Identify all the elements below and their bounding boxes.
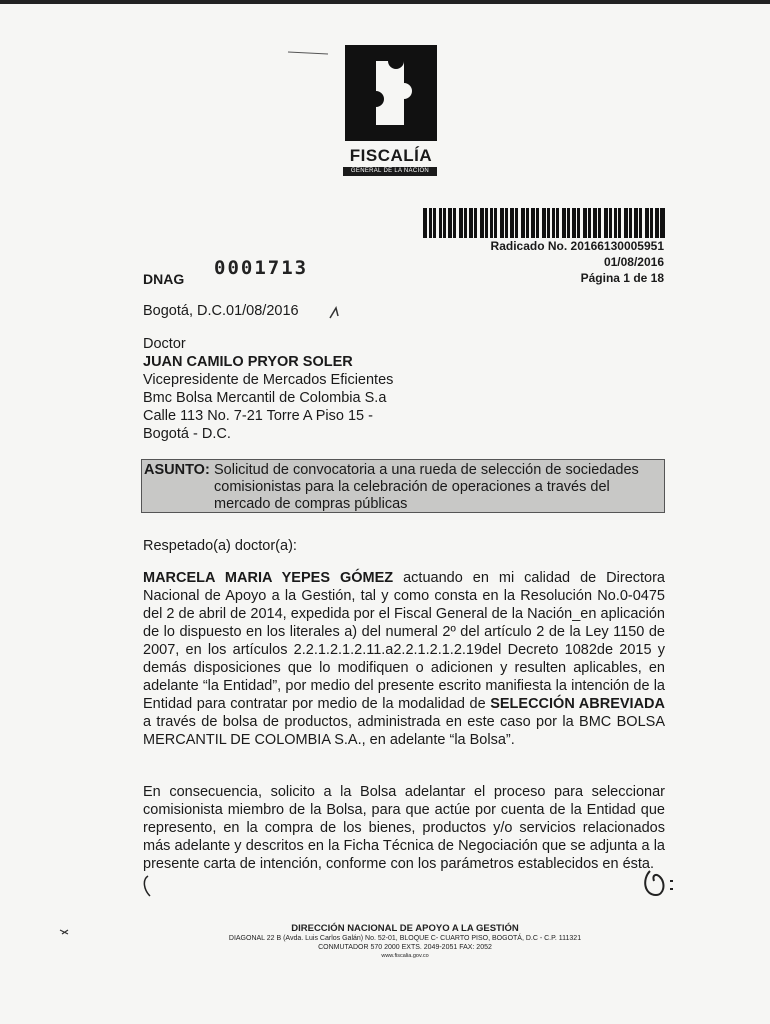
subject-text: Solicitud de convocatoria a una rueda de selección de sociedades comisionistas para la celebración de operaciones a través del mercado de compras públicas	[214, 462, 639, 512]
page-info: Página 1 de 18	[580, 271, 664, 285]
paragraph-1	[143, 569, 665, 749]
logo-subtitle: GENERAL DE LA NACIÓN	[343, 167, 437, 176]
subject-label: ASUNTO:	[144, 462, 210, 478]
recipient-title: Doctor	[143, 336, 186, 352]
sender-name: MARCELA MARIA YEPES GÓMEZ	[143, 570, 394, 586]
footer-title: DIRECCIÓN NACIONAL DE APOYO A LA GESTIÓN	[291, 923, 519, 934]
barcode	[423, 208, 665, 238]
puzzle-piece-icon	[356, 53, 426, 133]
footer-website: www.fiscalia.gov.co	[381, 953, 429, 959]
recipient-position: Vicepresidente de Mercados Eficientes	[143, 372, 394, 388]
modality-name: SELECCIÓN ABREVIADA	[490, 696, 665, 712]
date-line: Bogotá, D.C.01/08/2016	[143, 303, 299, 319]
handwritten-page-mark	[640, 865, 680, 901]
footer-phone: CONMUTADOR 570 2000 EXTS. 2049-2051 FAX: 2052	[318, 944, 492, 951]
radicado-date: 01/08/2016	[603, 255, 664, 269]
paragraph-1-part-a: actuando en mi calidad de Directora Nacional de Apoyo a la Gestión, tal y como consta en la Resolución No.0-0475 del 2 de abril de 2014, expedida por el Fiscal General de la Nación_en aplicación de lo dispuesto en los literales a) del numeral 2º del artículo 2 de la Ley 1150 de 2007, en los artículos 2.2.1.2.1.2.11.a2.2.1.2.1.2.19del Decreto 1082de 2015 y demás disposiciones que lo modifiquen o adicionen y resulten aplicables, en adelante “la Entidad”, por medio del presente escrito manifiesta la intención de la Entidad para contratar por medio de la modalidad de	[143, 570, 665, 712]
paragraph-1-part-b: a través de bolsa de productos, administrada en este caso por la BMC BOLSA MERCANTIL DE COLOMBIA S.A., en adelante “la Bolsa”.	[143, 714, 665, 748]
recipient-address	[143, 335, 665, 443]
subject-box	[141, 459, 665, 513]
recipient-company: Bmc Bolsa Mercantil de Colombia S.a	[143, 390, 387, 406]
recipient-name: JUAN CAMILO PRYOR SOLER	[143, 354, 353, 370]
footer	[170, 923, 640, 960]
footer-address: DIAGONAL 22 B (Avda. Luis Carlos Galán) No. 52-01, BLOQUE C- CUARTO PISO, BOGOTÁ, D.C - C.P. 111321	[228, 935, 582, 942]
greeting: Respetado(a) doctor(a):	[143, 538, 297, 554]
radicado-number: Radicado No. 20166130005951	[490, 239, 664, 253]
dnag-label: DNAG	[143, 271, 185, 287]
recipient-street: Calle 113 No. 7-21 Torre A Piso 15 -	[143, 408, 373, 424]
scan-top-edge	[0, 0, 770, 4]
paragraph-2: En consecuencia, solicito a la Bolsa adelantar el proceso para seleccionar comisionista miembro de la Bolsa, para que actúe por cuenta de la Entidad que represento, en la compra de los bienes, productos y/o servicios relacionados más adelante y descritos en la Ficha Técnica de Negociación que se adjunta a la presente carta de intención, conforme con los parámetros establecidos en ésta.	[143, 784, 665, 872]
logo-word: FISCALÍA	[349, 146, 433, 165]
recipient-city: Bogotá - D.C.	[143, 426, 231, 442]
radicado-block	[491, 238, 664, 286]
stamp-number: 0001713	[214, 257, 309, 279]
fiscalia-logo	[345, 45, 437, 141]
